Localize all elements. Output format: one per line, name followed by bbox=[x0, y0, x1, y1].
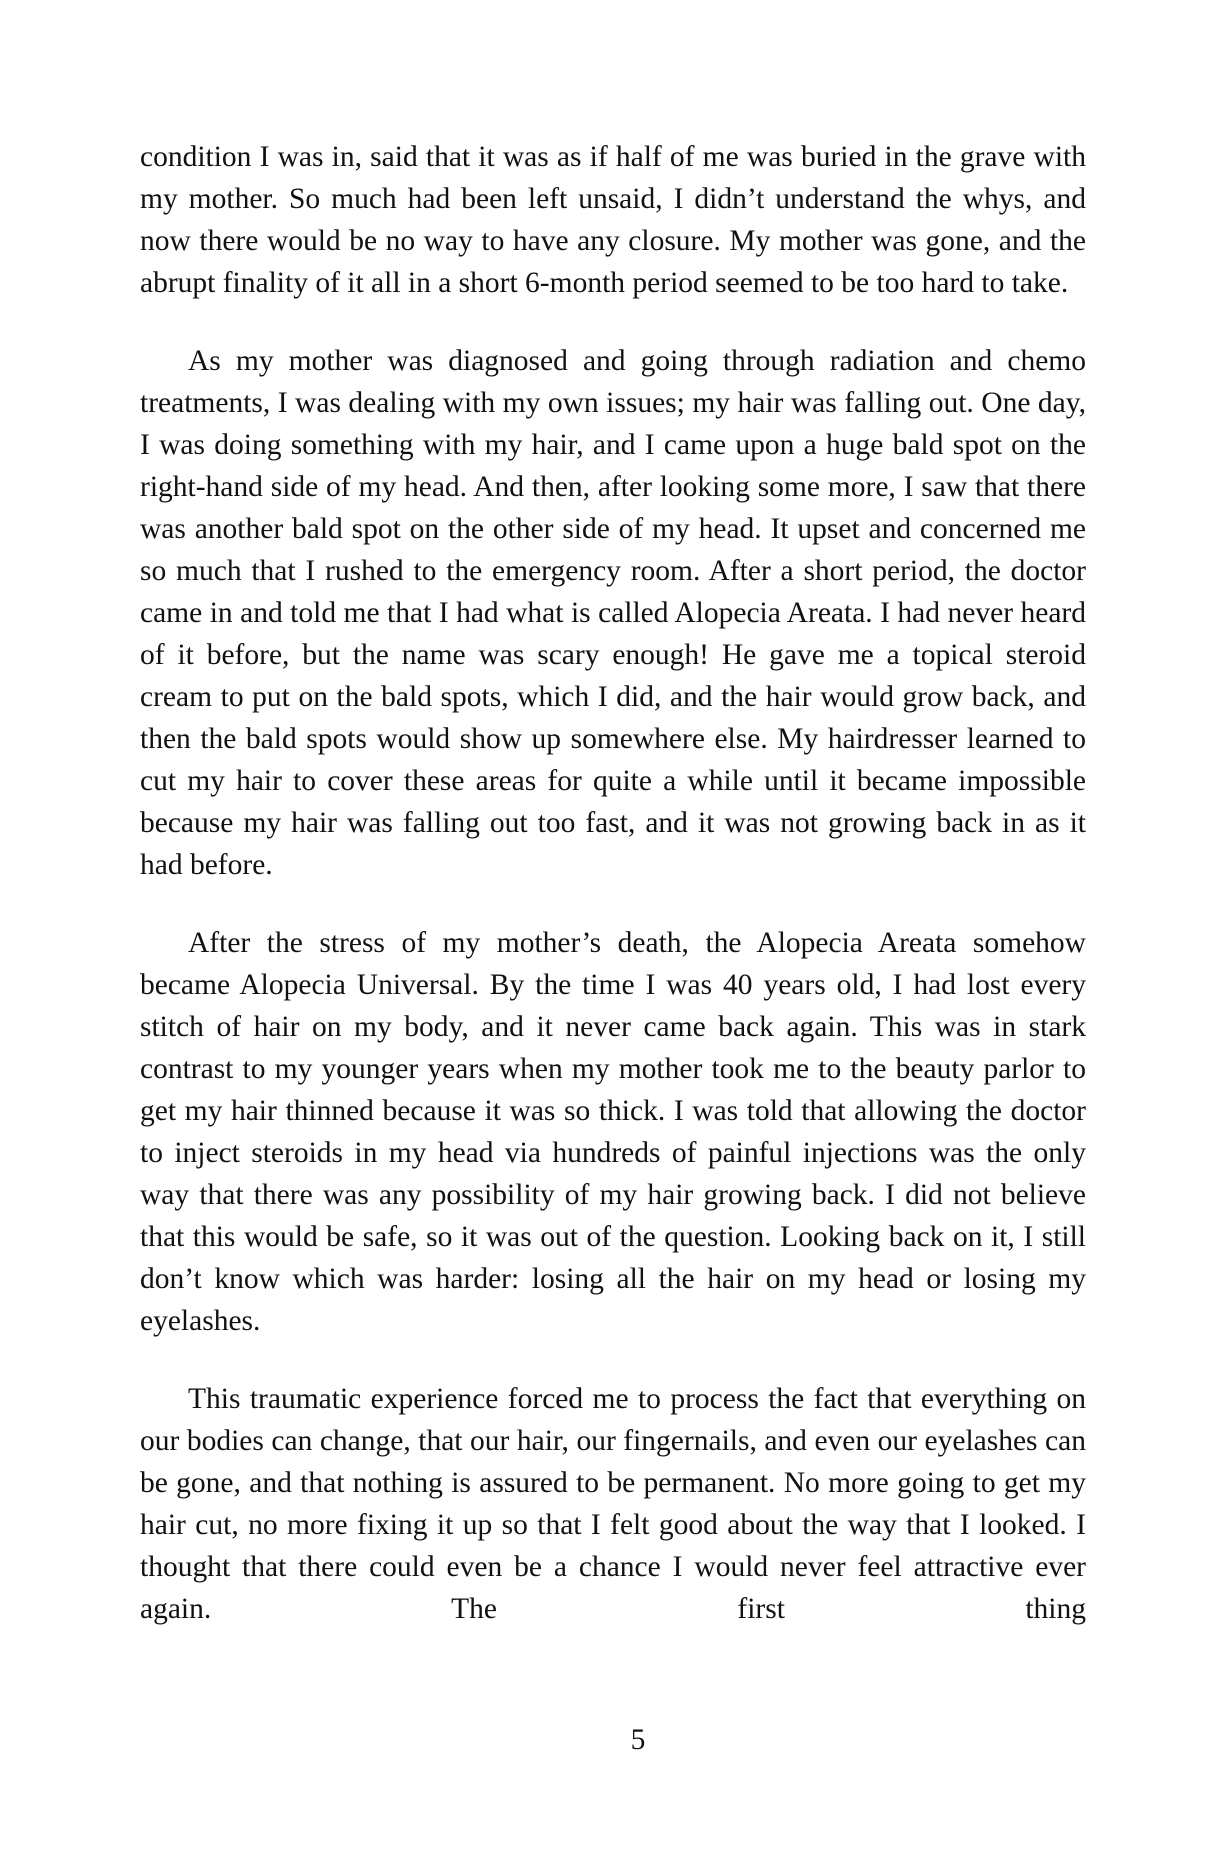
page-body bbox=[140, 136, 1086, 1630]
paragraph-3: After the stress of my mother’s death, the Alopecia Areata somehow became Alopecia Universal. By the time I was 40 years old, I had lost every stitch of hair on my body, and it never came back again. This was in stark contrast to my younger years when my mother took me to the beauty parlor to get my hair thinned because it was so thick. I was told that allowing the doctor to inject steroids in my head via hundreds of painful injections was the only way that there was any possibility of my hair growing back. I did not believe that this would be safe, so it was out of the question. Looking back on it, I still don’t know which was harder: losing all the hair on my head or losing my eyelashes. bbox=[140, 927, 1086, 1337]
paragraph-4: This traumatic experience forced me to process the fact that everything on our bodies can change, that our hair, our fingernails, and even our eyelashes can be gone, and that nothing is assured to be permanent. No more going to get my hair cut, no more fixing it up so that I felt good about the way that I looked. I thought that there could even be a chance I would never feel attractive ever again. The first thing bbox=[140, 1383, 1086, 1625]
paragraph-2: As my mother was diagnosed and going through radiation and chemo treatments, I was dealing with my own issues; my hair was falling out. One day, I was doing something with my hair, and I came upon a huge bald spot on the right-hand side of my head. And then, after looking some more, I saw that there was another bald spot on the other side of my head. It upset and concerned me so much that I rushed to the emergency room. After a short period, the doctor came in and told me that I had what is called Alopecia Areata. I had never heard of it before, but the name was scary enough! He gave me a topical steroid cream to put on the bald spots, which I did, and the hair would grow back, and then the bald spots would show up somewhere else. My hairdresser learned to cut my hair to cover these areas for quite a while until it became impossible because my hair was falling out too fast, and it was not growing back in as it had before. bbox=[140, 345, 1086, 881]
page-number: 5 bbox=[630, 1724, 646, 1756]
paragraph-1: condition I was in, said that it was as if half of me was buried in the grave with my mother. So much had been left unsaid, I didn’t understand the whys, and now there would be no way to have any closure. My mother was gone, and the abrupt finality of it all in a short 6-month period seemed to be too hard to take. bbox=[140, 141, 1086, 299]
